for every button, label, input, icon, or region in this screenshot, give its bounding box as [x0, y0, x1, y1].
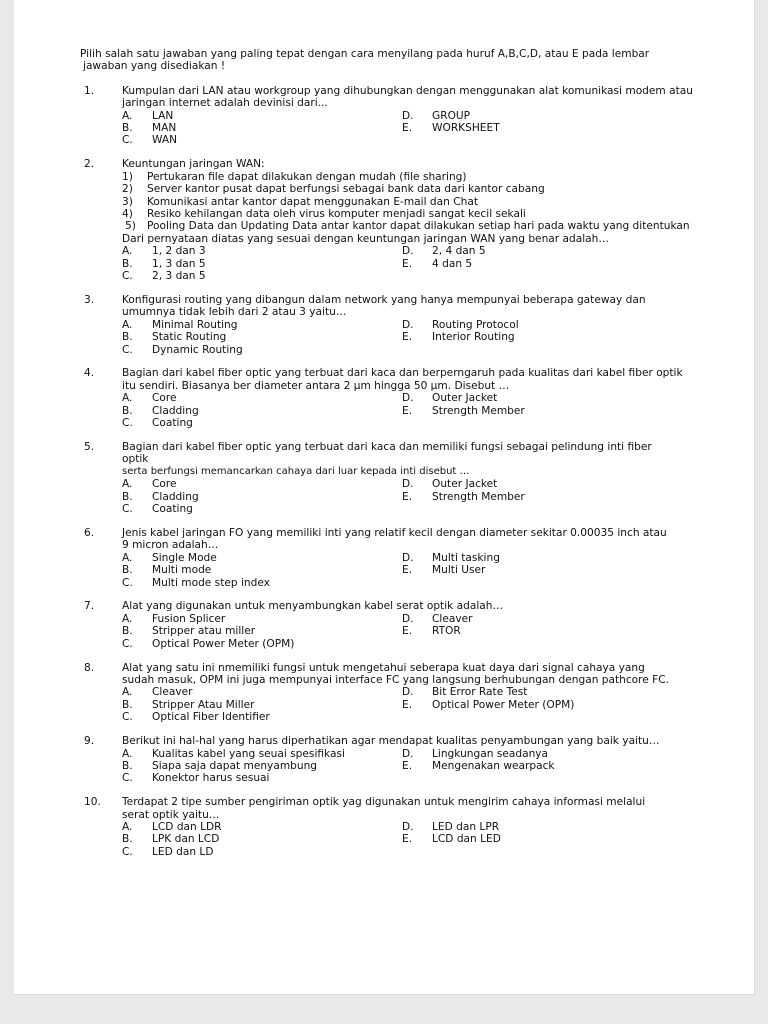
question-body	[122, 662, 700, 724]
option-text: LAN	[152, 109, 174, 122]
option-letter: E.	[402, 625, 413, 638]
answer-option	[402, 564, 700, 576]
option-letter: C.	[122, 417, 133, 430]
option-letter: A.	[122, 821, 133, 834]
question-body	[122, 527, 700, 589]
answer-options	[122, 319, 700, 356]
option-text: LED dan LPR	[432, 821, 500, 834]
answer-option	[402, 258, 700, 270]
option-letter: E.	[402, 404, 413, 417]
option-text: 1, 3 dan 5	[152, 257, 206, 270]
option-text: Optical Power Meter (OPM)	[152, 637, 295, 650]
option-text: Coating	[152, 503, 193, 515]
option-text: Static Routing	[152, 331, 227, 344]
option-text: 1, 2 dan 3	[152, 245, 206, 258]
option-letter: C.	[122, 343, 133, 356]
option-letter: A.	[122, 318, 133, 331]
option-letter: E.	[402, 698, 413, 711]
question-number: 7.	[84, 600, 95, 613]
option-letter: B.	[122, 331, 133, 344]
question-4	[80, 367, 700, 429]
answer-options	[122, 552, 700, 589]
option-text: Multi mode	[152, 564, 212, 577]
instruction	[80, 48, 700, 73]
option-text: Coating	[152, 417, 193, 430]
question-text-line: Jenis kabel jaringan FO yang memiliki inti yang relatif kecil dengan diameter sekitar 0.00035 inch atau	[122, 526, 667, 539]
option-letter: A.	[122, 686, 133, 699]
option-letter: D.	[402, 612, 414, 625]
option-letter: B.	[122, 122, 133, 135]
option-text: Optical Fiber Identifier	[152, 711, 270, 724]
answer-option	[122, 772, 402, 784]
question-number: 1.	[84, 84, 95, 97]
statement-number: 5)	[125, 220, 136, 233]
answer-option	[122, 405, 402, 417]
question-number: 3.	[84, 293, 95, 306]
answer-option	[122, 245, 402, 257]
option-letter: E.	[402, 257, 413, 270]
answer-option	[402, 699, 700, 711]
question-number: 6.	[84, 526, 95, 539]
question-text-line: serat optik yaitu…	[122, 808, 220, 821]
answer-option	[402, 392, 700, 404]
question-prompt: Dari pernyataan diatas yang sesuai dengan keuntungan jaringan WAN yang benar adalah…	[122, 232, 609, 245]
question-7	[80, 600, 700, 650]
question-body	[122, 735, 700, 785]
statement-text: Pooling Data dan Updating Data antar kantor dapat dilakukan setiap hari pada waktu yang ditentukan	[147, 220, 690, 233]
option-text: Interior Routing	[432, 331, 515, 344]
question-text	[122, 527, 700, 552]
answer-option	[402, 122, 700, 134]
question-body	[122, 796, 700, 858]
question-number: 10.	[84, 796, 101, 809]
option-letter: D.	[402, 686, 414, 699]
question-text-line: Berikut ini hal-hal yang harus diperhatikan agar mendapat kualitas penyambungan yang baik yaitu…	[122, 735, 660, 748]
option-text: Fusion Splicer	[152, 612, 226, 625]
question-text-line: Alat yang satu ini nmemiliki fungsi untuk mengetahui seberapa kuat daya dari signal cahaya yang	[122, 661, 645, 674]
option-letter: E.	[402, 833, 413, 846]
option-letter: B.	[122, 257, 133, 270]
question-text	[122, 441, 700, 478]
question-text	[122, 294, 700, 319]
option-text: Siapa saja dapat menyambung	[152, 759, 318, 772]
question-text-line: Keuntungan jaringan WAN:	[122, 158, 265, 171]
answer-options	[122, 110, 700, 147]
option-text: RTOR	[432, 625, 461, 638]
option-letter: D.	[402, 478, 414, 491]
question-text	[122, 158, 700, 170]
answer-options	[122, 686, 700, 723]
statement-number: 2)	[122, 183, 133, 196]
question-text	[122, 735, 700, 747]
answer-option	[122, 270, 402, 282]
option-letter: C.	[122, 576, 133, 589]
answer-option	[122, 110, 402, 122]
option-letter: B.	[122, 833, 133, 846]
answer-option	[122, 821, 402, 833]
option-letter: A.	[122, 245, 133, 258]
option-text: LPK dan LCD	[152, 833, 220, 846]
question-5	[80, 441, 700, 515]
option-text: 2, 4 dan 5	[432, 245, 486, 258]
option-letter: E.	[402, 490, 413, 503]
option-text: Outer Jacket	[432, 392, 498, 405]
option-letter: E.	[402, 122, 413, 135]
answer-option	[122, 625, 402, 637]
option-text: Optical Power Meter (OPM)	[432, 698, 575, 711]
option-letter: C.	[122, 845, 133, 858]
question-text	[122, 662, 700, 687]
answer-option	[122, 711, 402, 723]
option-text: Outer Jacket	[432, 478, 498, 491]
question-body	[122, 441, 700, 515]
option-letter: D.	[402, 821, 414, 834]
question-number: 9.	[84, 735, 95, 748]
option-text: Lingkungan seadanya	[432, 747, 549, 760]
question-text-line: Bagian dari kabel fiber optic yang terbuat dari kaca dan berperngaruh pada kualitas dari kabel fiber optik	[122, 367, 683, 380]
statement-item	[122, 183, 700, 195]
question-number: 8.	[84, 661, 95, 674]
question-text-line: 9 micron adalah…	[122, 539, 219, 552]
option-letter: B.	[122, 759, 133, 772]
option-text: Strength Member	[432, 404, 525, 417]
question-1	[80, 85, 700, 147]
option-text: LED dan LD	[152, 845, 214, 858]
option-letter: C.	[122, 503, 133, 515]
question-text-line: itu sendiri. Biasanya ber diameter antara 2 µm hingga 50 µm. Disebut …	[122, 379, 510, 392]
question-text	[122, 85, 700, 110]
option-letter: D.	[402, 318, 414, 331]
option-text: Dynamic Routing	[152, 343, 243, 356]
question-body	[122, 85, 700, 147]
question-text	[122, 367, 700, 392]
answer-option	[402, 821, 700, 833]
question-number: 5.	[84, 440, 95, 453]
answer-option	[122, 503, 402, 515]
statement-text: Pertukaran file dapat dilakukan dengan mudah (file sharing)	[147, 170, 467, 183]
question-text-line: optik	[122, 453, 149, 466]
answer-option	[122, 417, 402, 429]
question-9	[80, 735, 700, 785]
question-text-line: jaringan internet adalah devinisi dari...	[122, 97, 328, 110]
answer-option	[122, 552, 402, 564]
question-8	[80, 662, 700, 724]
option-text: Routing Protocol	[432, 318, 519, 331]
question-body	[122, 600, 700, 650]
answer-option	[122, 686, 402, 698]
statement-text: Resiko kehilangan data oleh virus komputer menjadi sangat kecil sekali	[147, 207, 526, 220]
option-text: Cladding	[152, 404, 199, 417]
instruction-line: jawaban yang disediakan !	[83, 60, 226, 73]
option-text: Kualitas kabel yang seuai spesifikasi	[152, 747, 345, 760]
option-letter: D.	[402, 109, 414, 122]
option-text: Core	[152, 478, 177, 491]
statement-item	[122, 171, 700, 183]
option-letter: E.	[402, 759, 413, 772]
option-text: WORKSHEET	[432, 122, 500, 135]
exam-content	[80, 48, 700, 870]
answer-option	[402, 760, 700, 772]
answer-option	[122, 491, 402, 503]
option-text: Minimal Routing	[152, 318, 238, 331]
document-page	[14, 0, 755, 995]
option-letter: B.	[122, 404, 133, 417]
option-letter: C.	[122, 134, 133, 147]
option-text: Stripper Atau Miller	[152, 698, 255, 711]
question-number: 2.	[84, 158, 95, 171]
option-letter: A.	[122, 478, 133, 491]
question-10	[80, 796, 700, 858]
statement-text: Komunikasi antar kantor dapat menggunakan E-mail dan Chat	[147, 195, 478, 208]
option-text: Multi tasking	[432, 551, 500, 564]
option-text: 4 dan 5	[432, 257, 473, 270]
answer-option	[402, 833, 700, 845]
statement-number: 1)	[122, 170, 133, 183]
answer-option	[122, 258, 402, 270]
option-letter: B.	[122, 625, 133, 638]
question-text-line: sudah masuk, OPM ini juga mempunyai interface FC yang langsung berhubungan dengan pathcore FC.	[122, 673, 670, 686]
option-letter: B.	[122, 490, 133, 503]
question-text-line: Kumpulan dari LAN atau workgroup yang dihubungkan dengan menggunakan alat komunikasi modem atau	[122, 84, 693, 97]
option-text: WAN	[152, 134, 178, 147]
answer-option	[122, 577, 402, 589]
option-text: Cleaver	[432, 612, 473, 625]
answer-option	[402, 245, 700, 257]
question-text	[122, 600, 700, 612]
answer-options	[122, 392, 700, 429]
answer-option	[122, 846, 402, 858]
question-text-line: Terdapat 2 tipe sumber pengiriman optik yag digunakan untuk mengirim cahaya informasi melalui	[122, 796, 646, 809]
question-list	[80, 85, 700, 858]
option-letter: A.	[122, 551, 133, 564]
answer-option	[402, 748, 700, 760]
answer-option	[402, 110, 700, 122]
option-letter: E.	[402, 564, 413, 577]
question-body	[122, 294, 700, 356]
option-text: Mengenakan wearpack	[432, 759, 555, 772]
option-text: Strength Member	[432, 490, 525, 503]
option-letter: C.	[122, 711, 133, 724]
option-text: LCD dan LDR	[152, 821, 222, 834]
answer-option	[122, 564, 402, 576]
answer-option	[122, 613, 402, 625]
option-letter: E.	[402, 331, 413, 344]
answer-option	[122, 122, 402, 134]
answer-option	[122, 748, 402, 760]
answer-option	[402, 686, 700, 698]
statement-number: 4)	[122, 207, 133, 220]
option-text: Multi mode step index	[152, 576, 270, 589]
statement-item	[122, 220, 700, 232]
answer-option	[402, 625, 700, 637]
option-text: MAN	[152, 122, 177, 135]
answer-options	[122, 821, 700, 858]
question-text-line: Alat yang digunakan untuk menyambungkan kabel serat optik adalah…	[122, 600, 504, 613]
question-body	[122, 367, 700, 429]
question-text-line: serta berfungsi memancarkan cahaya dari luar kepada inti disebut …	[122, 465, 470, 477]
option-letter: A.	[122, 747, 133, 760]
question-body	[122, 158, 700, 282]
answer-options	[122, 478, 700, 515]
option-letter: D.	[402, 392, 414, 405]
answer-option	[402, 613, 700, 625]
answer-option	[402, 552, 700, 564]
answer-option	[122, 319, 402, 331]
option-text: Stripper atau miller	[152, 625, 256, 638]
option-text: Multi User	[432, 564, 486, 577]
option-letter: C.	[122, 772, 133, 785]
answer-options	[122, 613, 700, 650]
option-text: Single Mode	[152, 551, 217, 564]
answer-option	[122, 760, 402, 772]
option-letter: A.	[122, 612, 133, 625]
answer-option	[402, 331, 700, 343]
answer-option	[122, 134, 402, 146]
question-number: 4.	[84, 367, 95, 380]
statement-list	[122, 171, 700, 233]
option-letter: A.	[122, 392, 133, 405]
answer-option	[122, 699, 402, 711]
question-text-line: umumnya tidak lebih dari 2 atau 3 yaitu…	[122, 306, 347, 319]
answer-option	[122, 833, 402, 845]
option-text: Konektor harus sesuai	[152, 772, 270, 785]
answer-option	[402, 319, 700, 331]
question-3	[80, 294, 700, 356]
question-text-line: Konfigurasi routing yang dibangun dalam network yang hanya mempunyai beberapa gateway dan	[122, 293, 646, 306]
answer-option	[122, 478, 402, 490]
question-6	[80, 527, 700, 589]
option-letter: C.	[122, 637, 133, 650]
statement-text: Server kantor pusat dapat berfungsi sebagai bank data dari kantor cabang	[147, 183, 545, 196]
answer-option	[402, 405, 700, 417]
question-2	[80, 158, 700, 282]
option-text: Cleaver	[152, 686, 193, 699]
statement-item	[122, 196, 700, 208]
option-letter: D.	[402, 245, 414, 258]
answer-options	[122, 748, 700, 785]
option-letter: A.	[122, 109, 133, 122]
statement-number: 3)	[122, 195, 133, 208]
answer-option	[122, 331, 402, 343]
answer-option	[402, 491, 700, 503]
option-text: Bit Error Rate Test	[432, 686, 528, 699]
option-text: GROUP	[432, 109, 471, 122]
option-letter: D.	[402, 747, 414, 760]
option-text: 2, 3 dan 5	[152, 270, 206, 282]
option-text: Core	[152, 392, 177, 405]
answer-option	[122, 344, 402, 356]
question-text	[122, 796, 700, 821]
answer-options	[122, 245, 700, 282]
statement-item	[122, 208, 700, 220]
option-letter: B.	[122, 698, 133, 711]
question-text-line: Bagian dari kabel fiber optic yang terbuat dari kaca dan memiliki fungsi sebagai pelindung inti fiber	[122, 440, 652, 453]
option-text: LCD dan LED	[432, 833, 501, 846]
option-text: Cladding	[152, 490, 199, 503]
answer-option	[122, 392, 402, 404]
answer-option	[122, 638, 402, 650]
option-letter: C.	[122, 270, 133, 282]
option-letter: B.	[122, 564, 133, 577]
answer-option	[402, 478, 700, 490]
instruction-line: Pilih salah satu jawaban yang paling tepat dengan cara menyilang pada huruf A,B,C,D, atau E pada lembar	[80, 48, 650, 60]
option-letter: D.	[402, 551, 414, 564]
